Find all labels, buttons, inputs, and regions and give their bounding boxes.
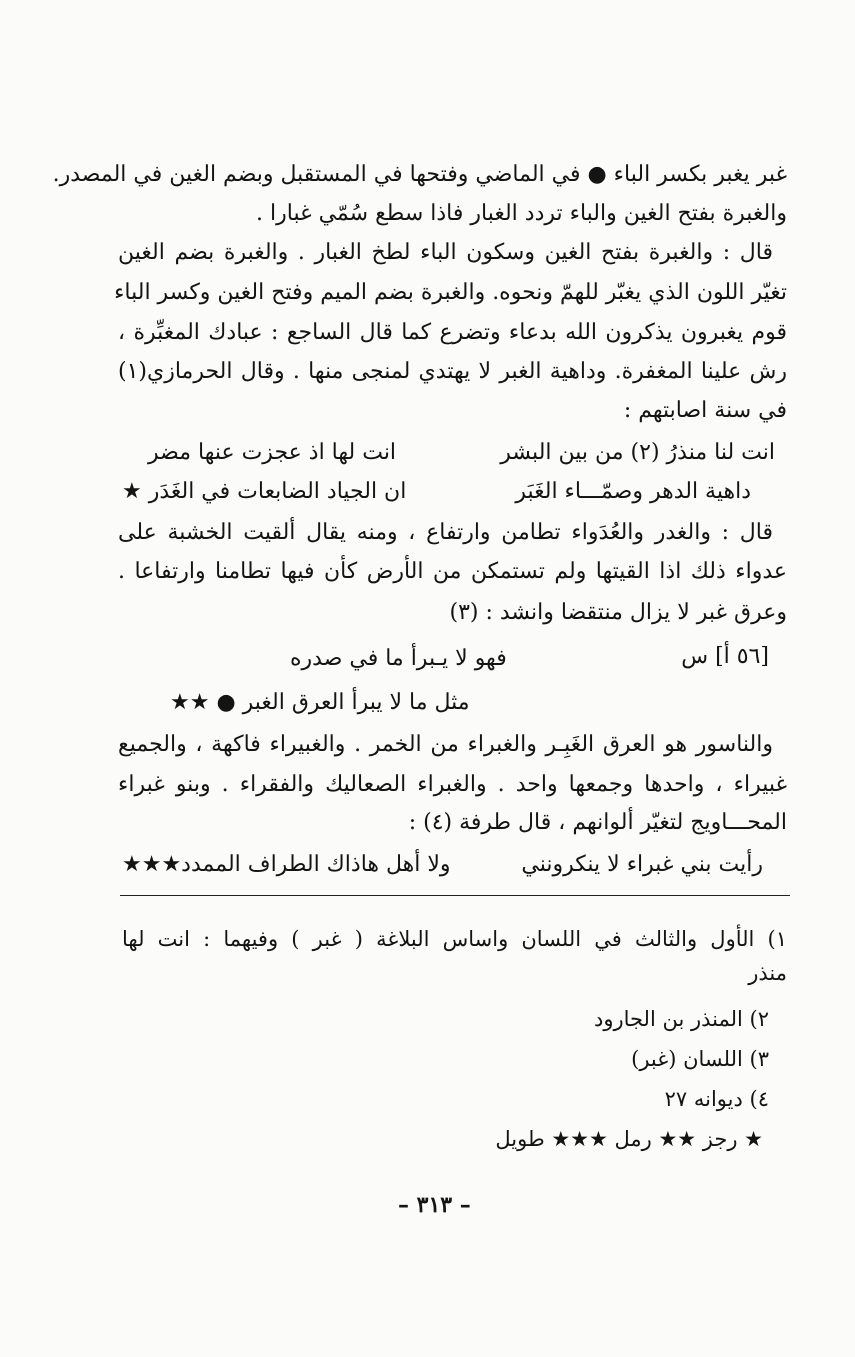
folio-marker: [٥٦ أ] س xyxy=(681,644,769,669)
text-line: غبيراء ، واحدها وجمعها واحد . والغبراء الصعاليك والفقراء . وبنو غبراء xyxy=(118,772,787,797)
meter-legend: ★ رجز ★★ رمل ★★★ طويل xyxy=(495,1127,763,1151)
verse-hemistich: رأيت بني غبراء لا ينكرونني xyxy=(521,852,763,877)
footnote: ٢) المنذر بن الجارود xyxy=(593,1007,769,1031)
text-line: في سنة اصابتهم : xyxy=(623,398,787,423)
footnote: منذر xyxy=(748,961,787,985)
verse-hemistich: انت لها اذ عجزت عنها مضر xyxy=(148,440,397,465)
text-line: المحـــاويج لتغيّر ألوانهم ، قال طرفة (٤) : xyxy=(408,810,787,835)
text-line: وعرق غبر لا يزال منتقضا وانشد : (٣) xyxy=(449,600,787,625)
text-line: غبر يغبر بكسر الباء ● في الماضي وفتحها في المستقبل وبضم الغين في المصدر. xyxy=(52,162,787,187)
page-number: – ٣١٣ – xyxy=(398,1192,471,1218)
verse-hemistich: ولا أهل هاذاك الطراف الممدد★★★ xyxy=(122,852,451,877)
text-line: قوم يغبرون يذكرون الله بدعاء وتضرع كما قال الساجع : عبادك المغبِّرة ، xyxy=(118,320,787,345)
footnote-divider xyxy=(120,895,790,896)
text-line: والغبرة بفتح الغين والباء تردد الغبار فاذا سطع سُمّي غبارا . xyxy=(256,201,787,226)
verse-hemistich: مثل ما لا يبرأ العرق الغبر ● ★★ xyxy=(170,690,470,715)
verse-hemistich: ان الجياد الضابعات في الغَدَر ★ xyxy=(122,479,407,504)
text-line: تغيّر اللون الذي يغبّر للهمّ ونحوه. والغبرة بضم الميم وفتح الغين وكسر الباء xyxy=(114,280,787,305)
footnote: ٣) اللسان (غبر) xyxy=(631,1047,769,1071)
text-line: عدواء ذلك اذا القيتها ولم تستمكن من الأرض كأن فيها تطامنا وارتفاعا . xyxy=(118,559,787,584)
text-line: رش علينا المغفرة. وداهية الغبر لا يهتدي لمنجى منها . وقال الحرمازي(١) xyxy=(118,359,787,384)
verse-hemistich: داهية الدهر وصمّـــاء الغَبَر xyxy=(515,479,751,504)
footnote: ٤) ديوانه ٢٧ xyxy=(664,1087,769,1111)
text-line: والناسور هو العرق الغَبِـر والغبراء من الخمر . والغبيراء فاكهة ، والجميع xyxy=(118,732,773,757)
verse-hemistich: انت لنا منذرُ (٢) من بين البشر xyxy=(500,440,775,465)
text-line: قال : والغبرة بفتح الغين وسكون الباء لطخ الغبار . والغبرة بضم الغين xyxy=(118,240,773,265)
text-line: قال : والغدر والعُدَواء تطامن وارتفاع ، ومنه يقال ألقيت الخشبة على xyxy=(118,520,773,545)
footnote: ١) الأول والثالث في اللسان واساس البلاغة ( غبر ) وفيهما : انت لها xyxy=(122,927,787,951)
verse-hemistich: فهو لا يـبرأ ما في صدره xyxy=(290,646,507,671)
